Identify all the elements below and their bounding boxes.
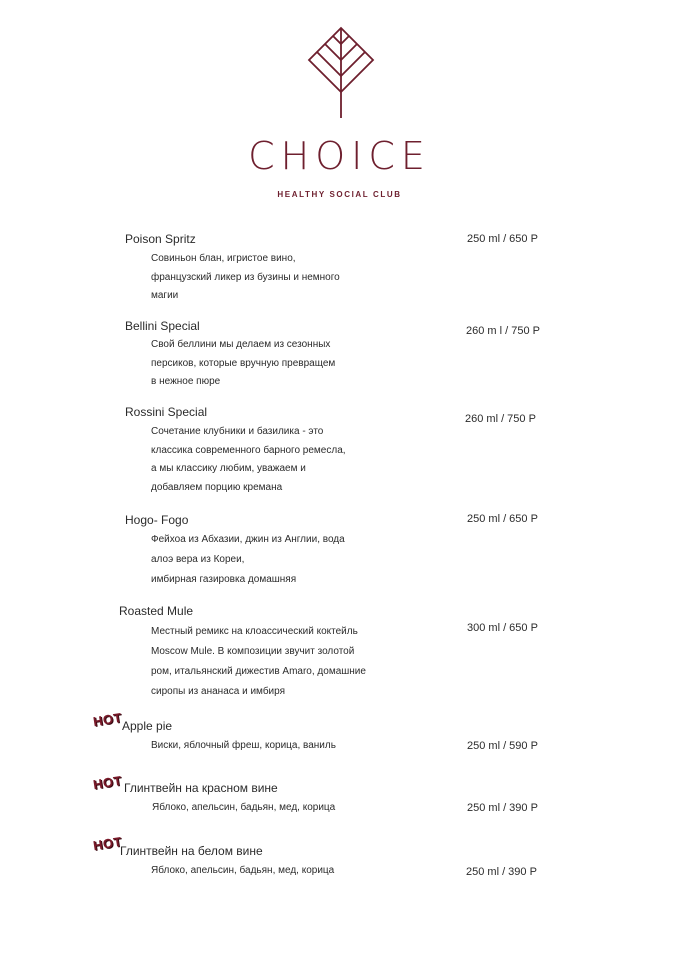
hot-badge: HOT [92,772,123,793]
menu-item-description: Местный ремикс на клоассический коктейль Moscow Mule. В композиции звучит золотой ром, итальянский дижестив Amaro, домашние сиропы из ананаса и имбиря [151,626,366,697]
menu-item-price: 250 ml / 650 P [467,233,538,245]
hot-badge: HOT [92,833,123,854]
menu-item-description: Совиньон блан, игристое вино, французский ликер из бузины и немного магии [151,253,340,301]
hot-badge: HOT [92,709,123,730]
menu-item-price: 260 m l / 750 P [466,325,540,337]
menu-item-price: 250 ml / 650 P [467,513,538,525]
menu-item-description: Виски, яблочный фреш, корица, ваниль [151,740,336,751]
menu-item-name: Hogo- Fogo [125,513,189,527]
menu-item-price: 250 ml / 590 P [467,740,538,752]
menu-item-name: Bellini Special [125,319,200,333]
menu-item-price: 250 ml / 390 P [467,802,538,814]
leaf-logo-icon [307,26,375,120]
menu-item-description: Сочетание клубники и базилика - это классика современного барного ремесла, а мы классику любим, уважаем и добавляем порцию кремана [151,426,346,493]
menu-item-description: Свой беллини мы делаем из сезонных персиков, которые вручную превращем в нежное пюре [151,339,336,387]
menu-item-description: Яблоко, апельсин, бадьян, мед, корица [152,802,336,813]
menu-item-name: Poison Spritz [125,232,196,246]
menu-item-price: 300 ml / 650 P [467,622,538,634]
menu-item-name: Rossini Special [125,405,208,419]
menu-item-description: Фейхоа из Абхазии, джин из Англии, вода алоэ вера из Кореи, имбирная газировка домашняя [151,534,345,585]
brand-tagline: HEALTHY SOCIAL CLUB [277,190,402,199]
menu-item-description: Яблоко, апельсин, бадьян, мед, корица [151,865,335,876]
menu-item-name: Глинтвейн на белом вине [120,844,263,858]
menu-item-name: Apple pie [122,719,173,733]
menu-item-name: Глинтвейн на красном вине [124,781,278,795]
menu-item-price: 250 ml / 390 P [466,866,537,878]
brand-name: CHOICE [248,134,431,178]
menu-item-name: Roasted Mule [119,604,194,618]
menu-item-price: 260 ml / 750 P [465,413,536,425]
